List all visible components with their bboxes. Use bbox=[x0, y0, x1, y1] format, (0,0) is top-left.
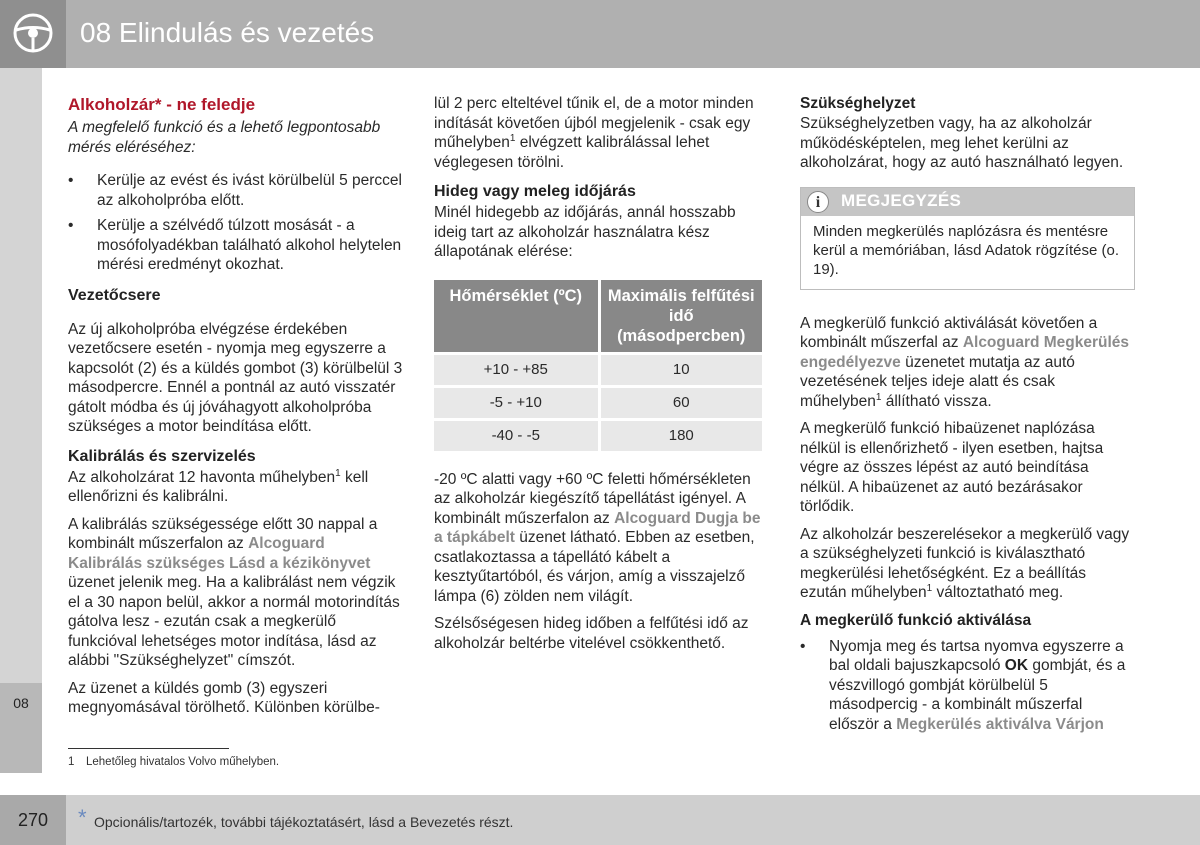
bypass-paragraph-3: Az alkoholzár beszerelésekor a megkerülő vagy a szükséghelyzeti funkció is kiválasztható megkerülési lehetőségként. Ez a beállítás ezután műhelyben$^1$ változtatható meg. bbox=[800, 525, 1130, 601]
column-left bbox=[68, 94, 403, 726]
footnote-text: Lehetőleg hivatalos Volvo műhelyben. bbox=[86, 756, 280, 768]
table-cell-time: 10 bbox=[599, 353, 764, 386]
bullet-icon: • bbox=[68, 217, 74, 234]
calibration-paragraph-3: Az üzenet a küldés gomb (3) egyszeri megnyomásával törölhető. Különben körülbe- bbox=[68, 679, 380, 716]
display-message: Alcoguard Dugja be a tápkábelt bbox=[434, 509, 761, 546]
weather-text: Minél hidegebb az időjárás, annál hosszabb ideig tart az alkoholzár használatra kész állapotának elérése: bbox=[434, 204, 736, 260]
chapter-header bbox=[0, 0, 1200, 68]
activation-heading: A megkerülő funkció aktiválása bbox=[800, 611, 1032, 629]
intro-text: A megfelelő funkció és a lehető legpontosabb mérés eléréséhez: bbox=[68, 119, 381, 156]
table-cell-time: 180 bbox=[599, 419, 764, 452]
chapter-icon-tab bbox=[0, 0, 66, 68]
power-supply-paragraph: -20 ºC alatti vagy +60 ºC feletti hőmérsékleten az alkoholzár kiegészítő tápellátást igényel. A kombinált műszerfalon az Alcoguard Dugja be a tápkábelt üzenet látható. Ebben az esetben, csatlakoztassa a tápellátó kábelt a kesztyűtartóból, és várjon, amíg a visszajelző lámpa (6) zölden nem világít. bbox=[434, 470, 761, 605]
list-item: • Nyomja meg és tartsa nyomva egyszerre a bal oldali bajuszkapcsoló OK gombját, és a vészvillogó gombját körülbelül 5 másodpercig - a kombinált műszerfal először a Megkerülés aktiválva Várjon bbox=[800, 637, 1126, 733]
table-cell-temp: -5 - +10 bbox=[434, 386, 599, 419]
footnote bbox=[68, 756, 279, 768]
bypass-paragraph-2: A megkerülő funkció hibaüzenet naplózása nélkül is ellenőrizhető - ilyen esetben, hajtsa végre az összes lépést az autó beindítása nélkül. A hibaüzenet az autó bezárásakor törlődik. bbox=[800, 420, 1104, 515]
extreme-cold-paragraph: Szélsőségesen hideg időben a felfűtési idő az alkoholzár beltérbe vitelével csökkenthető. bbox=[434, 615, 749, 652]
calibration-paragraph-2: A kalibrálás szükségessége előtt 30 nappal a kombinált műszerfalon az Alcoguard Kalibrálás szükséges Lásd a kézikönyvet üzenet jelenik meg. Ha a kalibrálást nem végzik el a 30 napon belül, akkor a normál motorindítás gátolva lesz - ezután csak a megkerülő funkcióval lehetséges motor indítása, lásd az alábbi "Szükséghelyzet" címszót. bbox=[68, 515, 400, 669]
steering-wheel-icon bbox=[13, 13, 53, 53]
note-title: MEGJEGYZÉS bbox=[841, 190, 962, 210]
warmup-time-table bbox=[434, 280, 765, 454]
table-header-temperature: Hőmérséklet (ºC) bbox=[434, 280, 599, 354]
display-message: Megkerülés aktiválva Várjon bbox=[896, 715, 1104, 733]
bypass-paragraph-1: A megkerülő funkció aktiválását követően a kombinált műszerfal az Alcoguard Megkerülés engedélyezve üzenetet mutatja az autó vezetésének teljes ideje alatt és csak műhelyben$^1$ állítható vissza. bbox=[800, 314, 1130, 410]
continued-paragraph: lül 2 perc elteltével tűnik el, de a motor minden indítását követően újból megjelenik - csak egy műhelyben$^1$ elvégzett kalibrálással lehet véglegesen törölni. bbox=[434, 95, 754, 171]
footer-text: Opcionális/tartozék, további tájékoztatásért, lásd a Bevezetés részt. bbox=[94, 814, 514, 830]
note-text: Minden megkerülés naplózásra és mentésre kerül a memóriában, lásd Adatok rögzítése (o. 19). bbox=[813, 222, 1119, 278]
display-message: Alcoguard Kalibrálás szükséges Lásd a kézikönyvet bbox=[68, 535, 371, 572]
calibration-paragraph-1: Az alkoholzárat 12 havonta műhelyben$^1$ kell ellenőrizni és kalibrálni. bbox=[68, 467, 369, 505]
chapter-title: 08 Elindulás és vezetés bbox=[80, 17, 375, 48]
footnote-rule bbox=[68, 748, 229, 749]
list-item: • Kerülje a szélvédő túlzott mosását - a mosófolyadékban található alkohol helytelen mérési eredményt okozhat. bbox=[68, 217, 402, 273]
page-number: 270 bbox=[17, 810, 49, 830]
bullet-icon: • bbox=[800, 637, 806, 655]
weather-heading: Hideg vagy meleg időjárás bbox=[434, 183, 636, 200]
note-box bbox=[800, 187, 1135, 290]
footer-star: * bbox=[78, 805, 87, 830]
side-tab-label: 08 bbox=[13, 695, 29, 711]
list-item: • Kerülje az evést és ivást körülbelül 5 perccel az alkoholpróba előtt. bbox=[68, 172, 402, 209]
column-middle bbox=[434, 94, 769, 661]
table-row bbox=[434, 419, 764, 452]
table-cell-temp: +10 - +85 bbox=[434, 353, 599, 386]
driver-change-text: Az új alkoholpróba elvégzése érdekében vezetőcsere esetén - nyomja meg egyszerre a kapcsolót (2) és a küldés gombot (3) körülbelül 3 másodpercre. Ennél a pontnál az autó visszatér gátolt módba és új jóváhagyott alkoholpróba szükséges a motor beindítása előtt. bbox=[68, 320, 403, 435]
driver-change-heading: Vezetőcsere bbox=[68, 286, 161, 304]
info-icon: i bbox=[807, 191, 829, 213]
section-heading-alcolock: Alkoholzár* - ne feledje bbox=[68, 95, 256, 114]
footnote-number: 1 bbox=[68, 756, 75, 768]
calibration-heading: Kalibrálás és szervizelés bbox=[68, 447, 256, 465]
table-row bbox=[434, 386, 764, 419]
table-header-warmup-time: Maximális felfűtési idő (másodpercben) bbox=[599, 280, 764, 354]
tips-list bbox=[68, 171, 403, 275]
left-sidebar-strip bbox=[0, 68, 42, 773]
page-number-box bbox=[0, 795, 66, 845]
emergency-heading: Szükséghelyzet bbox=[800, 95, 916, 112]
column-right bbox=[800, 94, 1135, 744]
display-message: Alcoguard Megkerülés engedélyezve bbox=[800, 334, 1130, 371]
table-row bbox=[434, 353, 764, 386]
page-footer bbox=[0, 795, 1200, 845]
activation-steps-list bbox=[800, 637, 1135, 735]
bullet-icon: • bbox=[68, 172, 74, 189]
table-cell-time: 60 bbox=[599, 386, 764, 419]
emergency-text: Szükséghelyzetben vagy, ha az alkoholzár működésképtelen, meg lehet kerülni az alkoholzárat, hogy az autó használható legyen. bbox=[800, 115, 1124, 171]
note-header bbox=[801, 188, 1134, 216]
chapter-side-tab bbox=[0, 683, 42, 773]
table-cell-temp: -40 - -5 bbox=[434, 419, 599, 452]
